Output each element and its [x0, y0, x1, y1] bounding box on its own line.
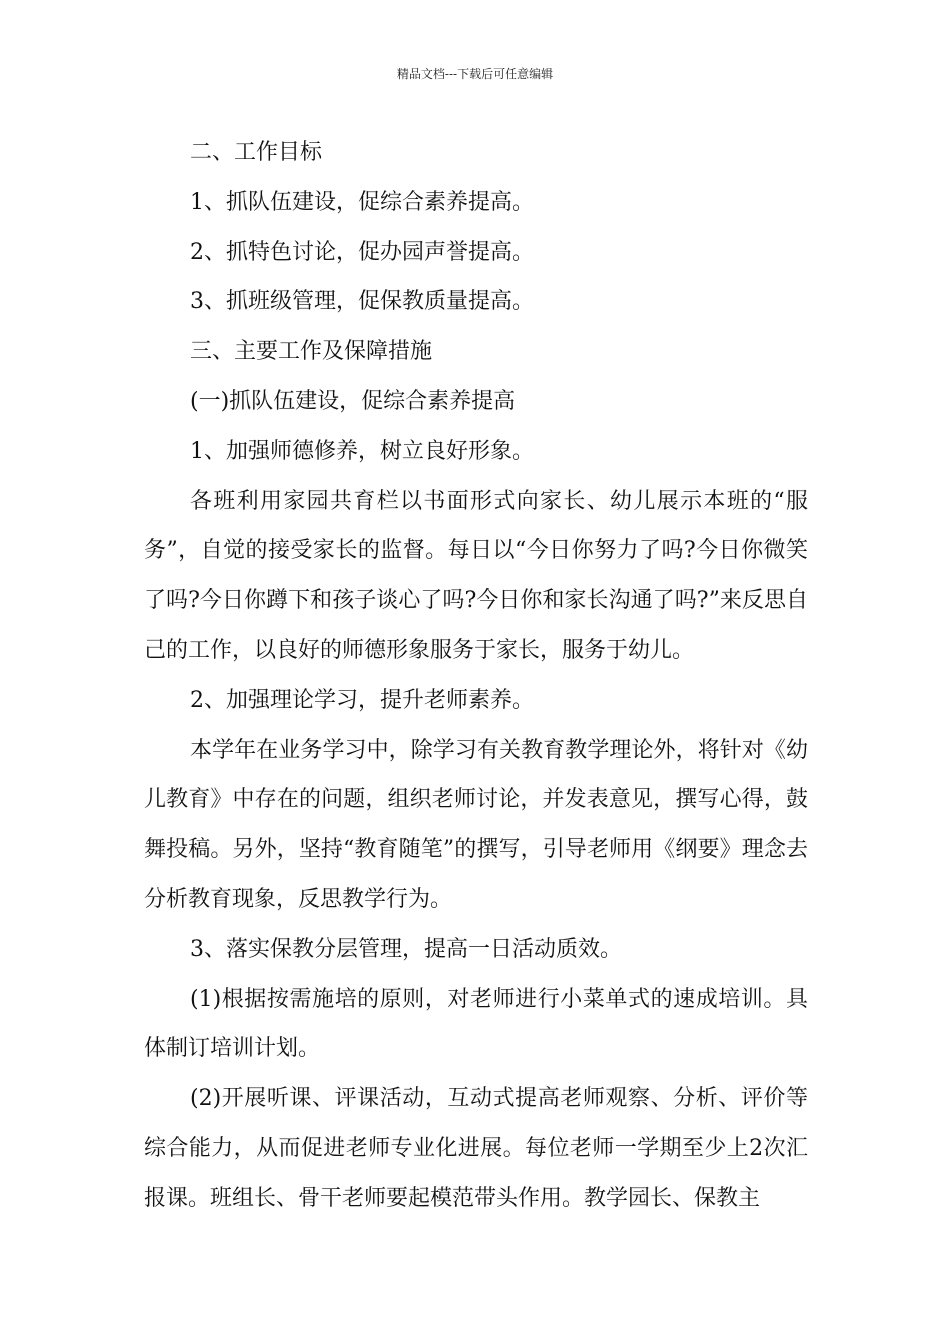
heading-main-work: 三、主要工作及保障措施	[190, 339, 433, 365]
paragraph-lesson-review: (2)开展听课、评课活动，互动式提高老师观察、分析、评价等综合能力，从而促进老师专业化进展。每位老师一学期至少上2次汇报课。班组长、骨干老师要起模范带头作用。教学园长、保教主	[144, 1086, 808, 1211]
heading-work-goals: 二、工作目标	[190, 140, 323, 165]
item-theory-study: 2、加强理论学习，提升老师素养。	[190, 687, 534, 713]
paragraph-theory-study: 本学年在业务学习中，除学习有关教育教学理论外，将针对《幼儿教育》中存在的问题，组织老师讨论，并发表意见，撰写心得，鼓舞投稿。另外，坚持“教育随笔”的撰写，引导老师用《纲要》理念去分析教育现象，反思教学行为。	[144, 737, 808, 912]
page-header: 精品文档---下载后可任意编辑	[396, 67, 554, 81]
goal-item-1: 1、抓队伍建设，促综合素养提高。	[190, 189, 534, 215]
goal-item-2: 2、抓特色讨论，促办园声誉提高。	[190, 239, 534, 265]
paragraph-ethics: 各班利用家园共育栏以书面形式向家长、幼儿展示本班的“服务”，自觉的接受家长的监督。每日以“今日你努力了吗?今日你微笑了吗?今日你蹲下和孩子谈心了吗?今日你和家长沟通了吗?”来反思自己的工作，以良好的师德形象服务于家长，服务于幼儿。	[144, 488, 808, 663]
paragraph-training: (1)根据按需施培的原则，对老师进行小菜单式的速成培训。具体制订培训计划。	[144, 986, 808, 1062]
goal-item-3: 3、抓班级管理，促保教质量提高。	[190, 289, 534, 315]
item-layered-management: 3、落实保教分层管理，提高一日活动质效。	[190, 936, 622, 962]
document-body	[144, 128, 808, 1224]
subheading-team-building: (一)抓队伍建设，促综合素养提高	[190, 388, 516, 414]
item-ethics: 1、加强师德修养，树立良好形象。	[190, 438, 534, 464]
